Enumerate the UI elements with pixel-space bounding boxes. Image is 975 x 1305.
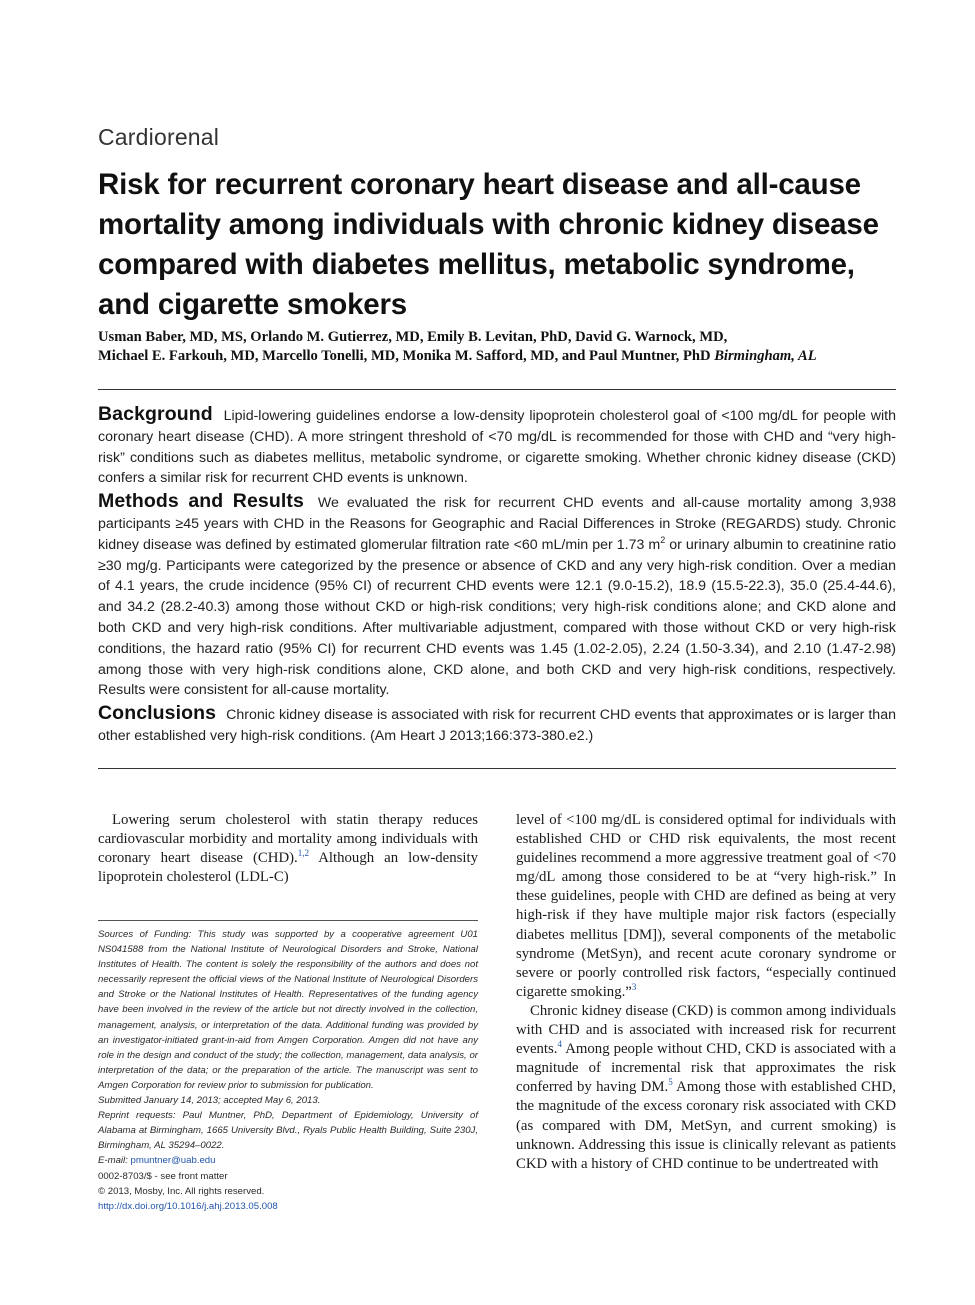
right-p1-text: level of <100 mg/dL is considered optimal for individuals with established CHD or CHD risk equivalents, the most recent guidelines recommend a more aggressive treatment goal of <70 mg/dL among those considered to be at “very high-risk.” In these guidelines, people with CHD are defined as being at very high-risk if they have multiple major risk factors (especially diabetes mellitus [DM]), several components of the metabolic syndrome (MetSyn), and recent acute coronary syndrome or severe or poorly controlled risk factors, “especially continued cigarette smoking.” — [516, 812, 896, 1000]
footnotes — [98, 927, 478, 1214]
methods-text-b: or urinary albumin to creatinine ratio ≥30 mg/g. Participants were categorized by the presence or absence of CKD and any very high-risk condition. Over a median of 4.1 years, the crude incidence (95% CI) of recurrent CHD events were 12.1 (9.0-15.2), 18.9 (15.5-22.3), 35.0 (25.4-44.6), and 34.2 (28.2-40.3) among those without CKD or high-risk conditions; very high-risk conditions alone; and CKD alone and both CKD and very high-risk conditions. After multivariable adjustment, compared with those without CKD or very high-risk conditions, the hazard ratio (95% CI) for recurrent CHD events was 1.45 (1.02-2.05), 2.24 (1.50-3.34), and 2.10 (1.47-2.98) among those with very high-risk conditions alone, CKD alone, and both CKD and very high-risk conditions, respectively. Results were consistent for all-cause mortality. — [98, 536, 896, 699]
body-column-right — [516, 811, 896, 1174]
submitted-note: Submitted January 14, 2013; accepted May 6, 2013. — [98, 1095, 321, 1107]
left-p1-text-a: Lowering serum cholesterol with statin therapy reduces cardiovascular morbidity and mortality among individuals with coronary heart disease (CHD). — [98, 812, 478, 867]
left-paragraph-1 — [98, 811, 478, 887]
background-heading: Background — [98, 403, 213, 425]
author-line-1: Usman Baber, MD, MS, Orlando M. Gutierrez, MD, Emily B. Levitan, PhD, David G. Warnock, MD, — [98, 329, 728, 345]
reprint-note: Reprint requests: Paul Muntner, PhD, Department of Epidemiology, University of Alabama at Birmingham, 1665 University Blvd., Ryals Public Health Building, Suite 230J, Birmingham, AL 35294–0022. — [98, 1110, 478, 1152]
citation-3[interactable]: 3 — [631, 981, 637, 992]
section-label: Cardiorenal — [98, 124, 220, 150]
footnote-rule — [98, 920, 478, 921]
author-line-2-names: Michael E. Farkouh, MD, Marcello Tonelli, MD, Monika M. Safford, MD, and Paul Muntner, PhD — [98, 348, 711, 364]
doi-link[interactable]: http://dx.doi.org/10.1016/j.ahj.2013.05.008 — [98, 1200, 278, 1212]
email-label: E-mail: — [98, 1155, 131, 1167]
copyright-note: © 2013, Mosby, Inc. All rights reserved. — [98, 1185, 265, 1197]
abstract — [98, 404, 896, 749]
abstract-top-rule — [98, 389, 896, 390]
right-paragraph-1 — [516, 811, 896, 1002]
body-column-left — [98, 811, 478, 887]
author-list — [98, 328, 908, 366]
abstract-methods — [98, 491, 896, 701]
abstract-conclusions — [98, 703, 896, 747]
author-location: Birmingham, AL — [714, 348, 817, 364]
methods-heading: Methods and Results — [98, 490, 304, 513]
email-link[interactable]: pmuntner@uab.edu — [130, 1155, 216, 1167]
abstract-background — [98, 404, 896, 489]
conclusions-heading: Conclusions — [98, 702, 217, 725]
methods-text-a: We evaluated the risk for recurrent CHD events and all-cause mortality among 3,938 participants ≥45 years with CHD in the Reasons for Geographic and Racial Differences in Stroke (REGARDS) study. Chronic kidney disease was defined by estimated glomerular filtration rate <60 mL/min per 1.73 m — [98, 495, 896, 553]
citation-1-2[interactable]: 1,2 — [297, 848, 310, 859]
background-text: Lipid-lowering guidelines endorse a low-density lipoprotein cholesterol goal of <100 mg/dL for people with coronary heart disease (CHD). A more stringent threshold of <70 mg/dL is recommended for those with CHD and “very high-risk” conditions such as diabetes mellitus, metabolic syndrome, or cigarette smoking. Whether chronic kidney disease (CKD) confers a similar risk for recurrent CHD events is unknown. — [98, 408, 896, 487]
abstract-bottom-rule — [98, 768, 896, 769]
right-p2-text-a: Chronic kidney disease (CKD) is common among individuals with CHD and is associated with increased risk for recurrent events. — [516, 1002, 896, 1058]
citation-4[interactable]: 4 — [557, 1039, 563, 1050]
funding-note: Sources of Funding: This study was supported by a cooperative agreement U01 NS041588 from the National Institute of Neurological Disorders and Stroke, National Institutes of Health. The content is solely the responsibility of the authors and does not necessarily represent the official views of the National Institute of Neurological Disorders and Stroke or the National Institutes of Health. Representatives of the funding agency have been involved in the review of the article but not directly involved in the collection, management, analysis, or interpretation of the data. Additional funding was provided by an investigator-initiated grant-in-aid from Amgen Corporation. Amgen did not have any role in the design and conduct of the study; the collection, management, data analysis, or interpretation of the data; or the preparation of the article. The manuscript was sent to Amgen Corporation for review prior to submission for publication. — [98, 929, 478, 1091]
right-p2-text-c: Among those with established CHD, the magnitude of the excess coronary risk associated with CKD (as compared with DM, MetSyn, and current smoking) is unknown. Addressing this issue is clinically relevant as patients CKD with a history of CHD continue to be undertreated with — [516, 1079, 896, 1172]
issn-note: 0002-8703/$ - see front matter — [98, 1170, 228, 1182]
left-p1-text-b: Although an low-density lipoprotein cholesterol (LDL-C) — [98, 850, 479, 886]
author-line-2 — [98, 347, 908, 366]
right-p2-text-b: Among people without CHD, CKD is associated with a magnitude of incremental risk that approximates the risk conferred by having DM. — [516, 1041, 896, 1096]
methods-sup: 2 — [660, 534, 666, 545]
conclusions-text: Chronic kidney disease is associated with risk for recurrent CHD events that approximates or is larger than other established very high-risk conditions. (Am Heart J 2013;166:373-380.e2.) — [98, 707, 896, 744]
article-title: Risk for recurrent coronary heart disease and all-cause mortality among individuals with chronic kidney disease compared with diabetes mellitus, metabolic syndrome, and cigarette smokers — [98, 168, 879, 321]
citation-5[interactable]: 5 — [668, 1077, 673, 1088]
right-paragraph-2 — [516, 1002, 896, 1174]
email-note — [98, 1153, 478, 1168]
